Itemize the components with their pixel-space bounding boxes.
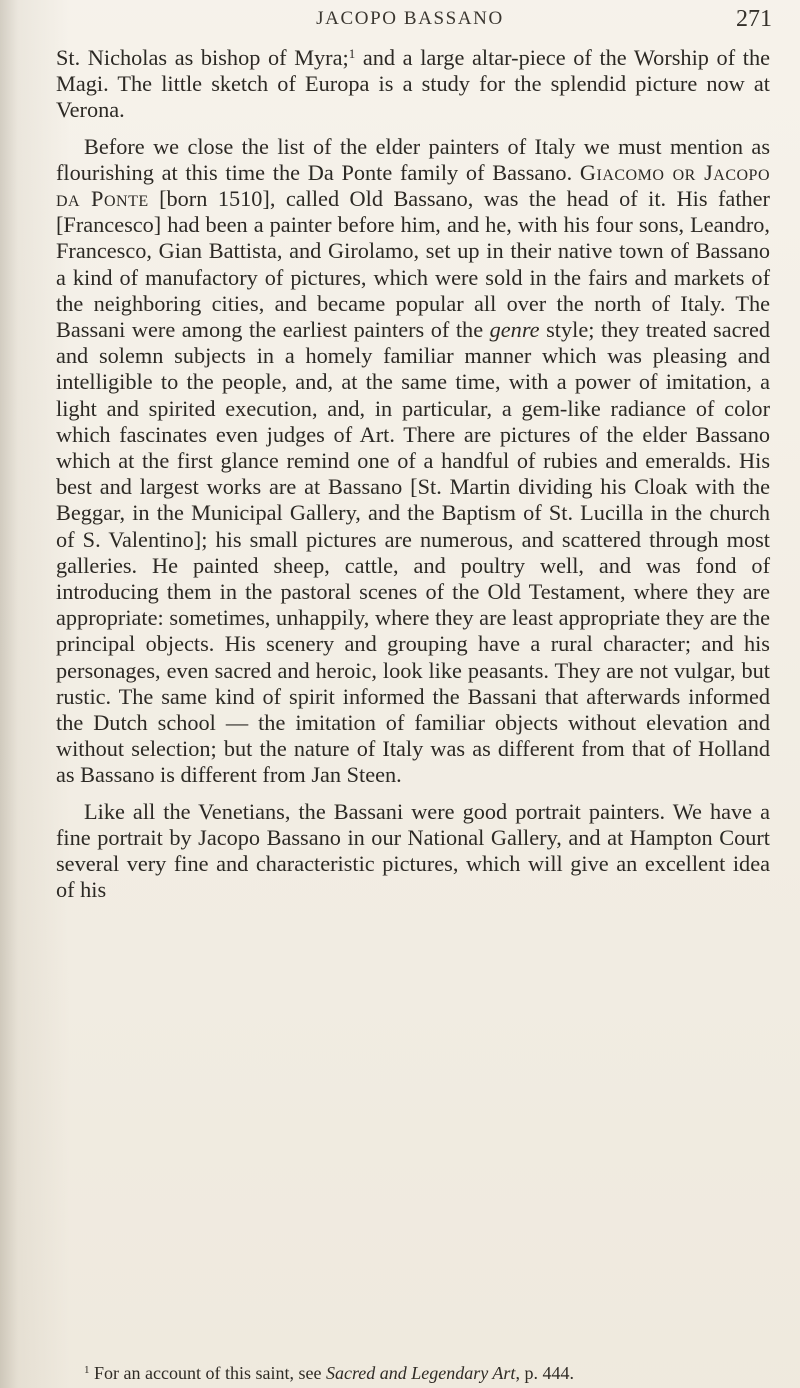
body-text <box>56 45 770 904</box>
paragraph-text: St. Nicholas as bishop of Myra; <box>56 45 349 70</box>
paragraph-da-ponte-family <box>56 134 770 789</box>
paragraph-continuation <box>56 45 770 124</box>
footnote-mark: 1 <box>84 1364 90 1376</box>
paragraph-text: style; they treated sacred and solemn subjects in a homely familiar manner which was pleasing and intelligible to the people, and, at the same time, with a power of imitation, a light and spirited execution, and, in particular, a gem-like radiance of color which fascinates even judges of Art. There are pictures of the elder Bassano which at the first glance remind one of a handful of rubies and emeralds. His best and largest works are at Bassano [St. Martin dividing his Cloak with the Beggar, in the Municipal Gallery, and the Baptism of St. Lucilla in the church of S. Valentino]; his small pictures are numerous, and scattered through most galleries. He painted sheep, cattle, and poultry well, and was fond of introducing them in the pastoral scenes of the Old Testament, where they are appropriate: sometimes, unhappily, where they are least appropriate they are the principal objects. His scenery and grouping have a rural character; and his personages, even sacred and heroic, look like peasants. They are not vulgar, but rustic. The same kind of spirit informed the Bassani that afterwards informed the Dutch school — the imitation of familiar objects without elevation and without selection; but the nature of Italy was as different from that of Holland as Bassano is different from Jan Steen. <box>56 317 770 788</box>
paragraph-text: Before we close the list of the elder painters of Italy we must mention as flourishing at this time the Da Ponte family of Bassano. <box>56 133 770 185</box>
paragraph-text: [born 1510], called Old Bassano, was the head of it. His father [Francesco] had been a painter before him, and he, with his four sons, Leandro, Francesco, Gian Battista, and Girolamo, set up in their native town of Bassano a kind of manufactory of pictures, which were sold in the fairs and markets of the neighboring cities, and became popular all over the north of Italy. The Bassani were among the earliest painters of the <box>56 186 770 343</box>
footnote-reference: 1 <box>348 46 356 61</box>
footnote-text: For an account of this saint, see <box>94 1363 326 1383</box>
footnote-book-title: Sacred and Legendary Art <box>325 1363 516 1383</box>
page-number: 271 <box>736 6 772 32</box>
paragraph-text: and a large altar-piece of the Worship of the Magi. The little sketch of Europa is a study for the splendid picture now at Verona. <box>56 45 770 123</box>
paragraph-portraits <box>56 799 770 904</box>
paragraph-text: Like all the Venetians, the Bassani were good portrait painters. We have a fine portrait by Jacopo Bassano in our National Gallery, and at Hampton Court several very fine and characteristic pictures, which will give an excellent idea of his <box>56 798 770 903</box>
painter-name: Giacomo or Jacopo da Ponte <box>56 159 771 212</box>
running-title: JACOPO BASSANO <box>316 8 504 29</box>
italic-term: genre <box>489 317 540 343</box>
footnote-text: , p. 444. <box>515 1363 574 1383</box>
footnote <box>84 1362 784 1384</box>
running-head <box>0 4 800 40</box>
